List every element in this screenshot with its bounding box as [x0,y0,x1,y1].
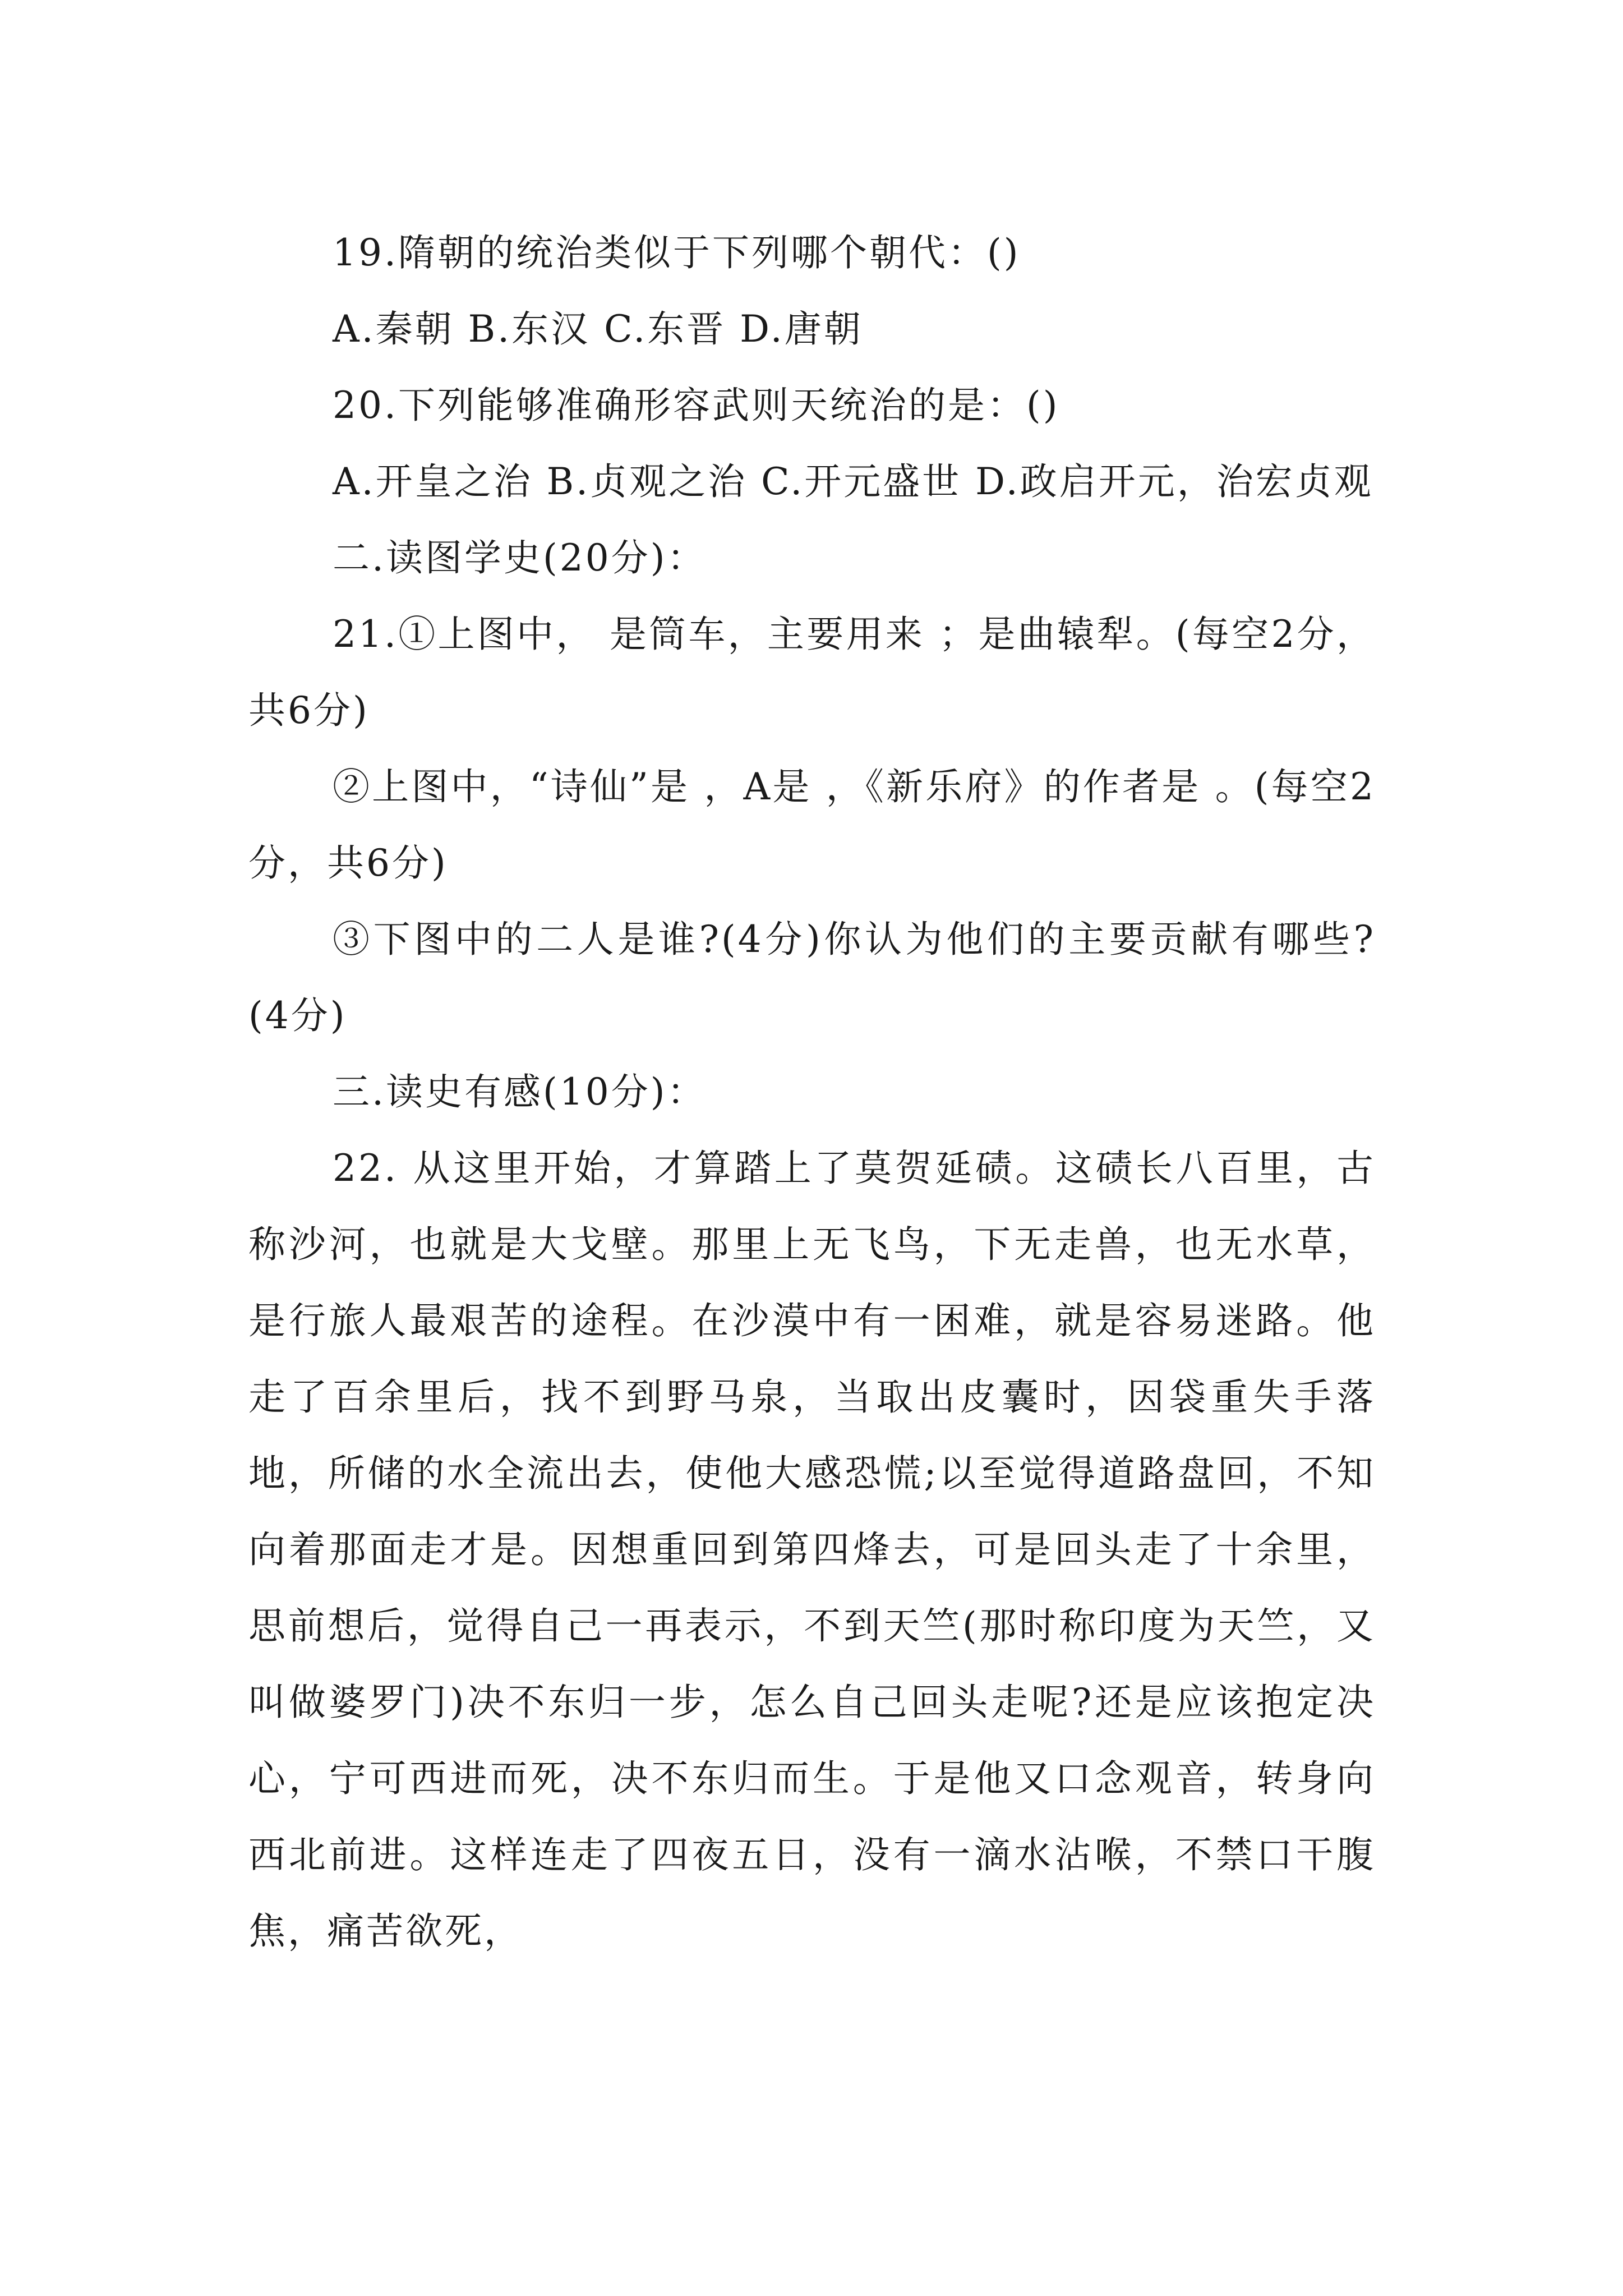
question-21-part-1: 21.①上图中， 是筒车，主要用来 ；是曲辕犁。(每空2分，共6分) [248,613,1376,732]
document-body [248,215,1376,1970]
question-21-part-2: ②上图中，“诗仙”是 ，A是 ，《新乐府》的作者是 。(每空2分，共6分) [248,765,1376,885]
question-19-options: A.秦朝 B.东汉 C.东晋 D.唐朝 [333,307,863,351]
question-20-options: A.开皇之治 B.贞观之治 C.开元盛世 D.政启开元，治宏贞观 [333,460,1373,503]
question-20: 20.下列能够准确形容武则天统治的是：() [333,384,1060,427]
question-21-part-3: ③下图中的二人是谁?(4分)你认为他们的主要贡献有哪些?(4分) [248,918,1376,1037]
section-3-heading: 三.读史有感(10分)： [333,1070,707,1114]
question-19: 19.隋朝的统治类似于下列哪个朝代：() [333,231,1021,274]
section-2-heading: 二.读图学史(20分)： [333,536,707,579]
question-22-passage: 22. 从这里开始，才算踏上了莫贺延碛。这碛长八百里，古称沙河，也就是大戈壁。那里上无飞鸟，下无走兽，也无水草，是行旅人最艰苦的途程。在沙漠中有一困难，就是容易迷路。他走了百余里后，找不到野马泉，当取出皮囊时，因袋重失手落地，所储的水全流出去，使他大感恐慌;以至觉得道路盘回，不知向着那面走才是。因想重回到第四烽去，可是回头走了十余里，思前想后，觉得自己一再表示，不到天竺(那时称印度为天竺，又叫做婆罗门)决不东归一步，怎么自己回头走呢?还是应该抱定决心，宁可西进而死，决不东归而生。于是他又口念观音，转身向西北前进。这样连走了四夜五日，没有一滴水沾喉，不禁口干腹焦，痛苦欲死， [248,1147,1376,1953]
